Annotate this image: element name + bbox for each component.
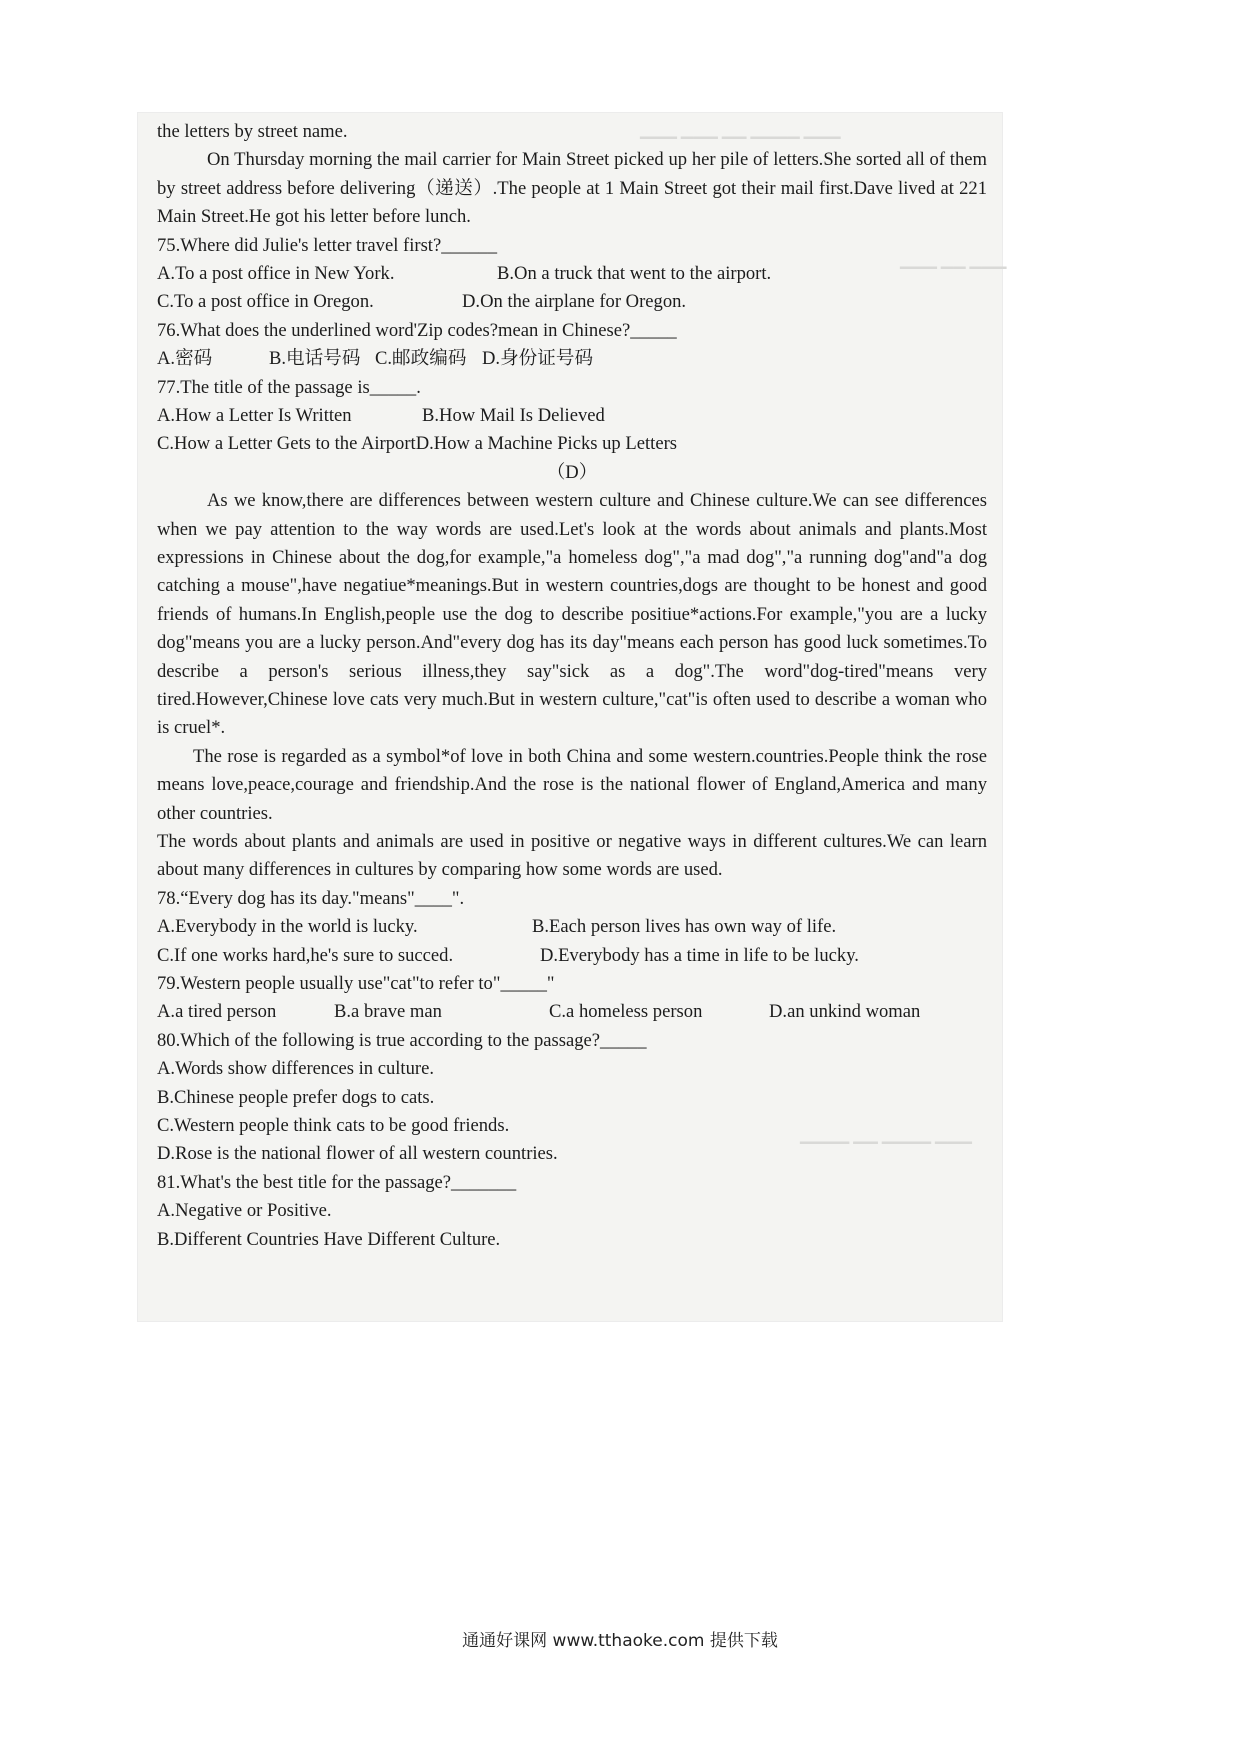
option-79a: A.a tired person <box>157 1001 277 1023</box>
option-81b: B.Different Countries Have Different Culture. <box>157 1228 501 1250</box>
option-77b: B.How Mail Is Delieved <box>422 404 605 426</box>
question-78-options-row-1 <box>157 913 987 941</box>
question-77: 77.The title of the passage is_____. <box>157 376 421 398</box>
option-76d: D.身份证号码 <box>482 348 594 370</box>
option-77a: A.How a Letter Is Written <box>157 404 352 426</box>
option-75c: C.To a post office in Oregon. <box>157 291 374 313</box>
question-78-options-row-2 <box>157 942 987 970</box>
question-75: 75.Where did Julie's letter travel first?______ <box>157 234 497 256</box>
option-81a: A.Negative or Positive. <box>157 1200 332 1222</box>
document-body <box>157 118 987 1254</box>
option-78a: A.Everybody in the world is lucky. <box>157 916 418 938</box>
question-75-options-row-1 <box>157 260 987 288</box>
option-80c: C.Western people think cats to be good friends. <box>157 1114 510 1136</box>
bleed-through-texture: ▁▁▁▁ ▁▁ ▁▁▁▁ ▁▁▁ <box>800 1127 972 1144</box>
question-77-options-row-1 <box>157 402 987 430</box>
option-80a: A.Words show differences in culture. <box>157 1058 434 1080</box>
section-d-heading: （D） <box>546 461 598 483</box>
question-81: 81.What's the best title for the passage?_______ <box>157 1171 517 1193</box>
option-78d: D.Everybody has a time in life to be lucky. <box>540 944 859 966</box>
option-80b: B.Chinese people prefer dogs to cats. <box>157 1086 435 1108</box>
passage-d-paragraph-3: The words about plants and animals are used in positive or negative ways in different cultures.We can learn about many differences in cultures by comparing how some words are used. <box>157 831 987 881</box>
question-76-options <box>157 345 987 373</box>
option-79b: B.a brave man <box>334 1001 442 1023</box>
question-76: 76.What does the underlined word'Zip codes?mean in Chinese?_____ <box>157 319 677 341</box>
option-76a: A.密码 <box>157 348 213 370</box>
passage-c-paragraph: On Thursday morning the mail carrier for Main Street picked up her pile of letters.She sorted all of them by street address before delivering（递送）.The people at 1 Main Street got their mail first.Dave lived at 221 Main Street.He got his letter before lunch. <box>157 149 987 228</box>
bleed-through-texture: ▁▁▁ ▁▁▁ ▁▁ ▁▁▁▁ ▁▁▁ <box>640 122 841 139</box>
option-75d: D.On the airplane for Oregon. <box>462 291 687 313</box>
passage-d-paragraph-1: As we know,there are differences between western culture and Chinese culture.We can see differences when we pay attention to the way words are used.Let's look at the words about animals and plants.Most expressions in Chinese about the dog,for example,"a homeless dog","a mad dog","a running dog"and"a dog catching a mouse",have negatiue*meanings.But in western countries,dogs are thought to be honest and good friends of humans.In English,people use the dog to describe positiue*actions.For example,"you are a lucky dog"means you are a lucky person.And"every dog has its day"means each person has good luck sometimes.To describe a person's serious illness,they say"sick as a dog".The word"dog-tired"means very tired.However,Chinese love cats very much.But in western culture,"cat"is often used to describe a woman who is cruel*. <box>157 490 987 739</box>
question-78: 78.“Every dog has its day."means"____". <box>157 887 465 909</box>
question-79-options <box>157 998 987 1026</box>
passage-c-fragment: the letters by street name. <box>157 121 348 142</box>
option-77d: D.How a Machine Picks up Letters <box>415 433 678 455</box>
footer-source-note: 通通好课网 www.tthaoke.com 提供下载 <box>462 1631 778 1651</box>
option-78b: B.Each person lives has own way of life. <box>532 916 837 938</box>
bleed-through-texture: ▁▁▁ ▁▁ ▁▁▁ <box>900 252 1007 269</box>
option-75a: A.To a post office in New York. <box>157 263 395 284</box>
option-76b: B.电话号码 <box>269 348 361 370</box>
question-79: 79.Western people usually use"cat"to refer to"_____" <box>157 972 555 994</box>
option-79d: D.an unkind woman <box>769 1001 921 1023</box>
question-75-options-row-2 <box>157 288 987 316</box>
option-76c: C.邮政编码 <box>375 348 467 370</box>
option-79c: C.a homeless person <box>549 1001 703 1023</box>
option-78c: C.If one works hard,he's sure to succed. <box>157 944 454 966</box>
question-77-options-row-2 <box>157 430 987 458</box>
question-80: 80.Which of the following is true according to the passage?_____ <box>157 1029 647 1051</box>
option-77c: C.How a Letter Gets to the Airport <box>157 433 416 455</box>
passage-d-paragraph-2: The rose is regarded as a symbol*of love in both China and some western.countries.People think the rose means love,peace,courage and friendship.And the rose is the national flower of England,America and many other countries. <box>157 745 987 824</box>
option-75b: B.On a truck that went to the airport. <box>497 263 772 284</box>
passage-d <box>157 487 987 885</box>
option-80d: D.Rose is the national flower of all western countries. <box>157 1143 558 1165</box>
